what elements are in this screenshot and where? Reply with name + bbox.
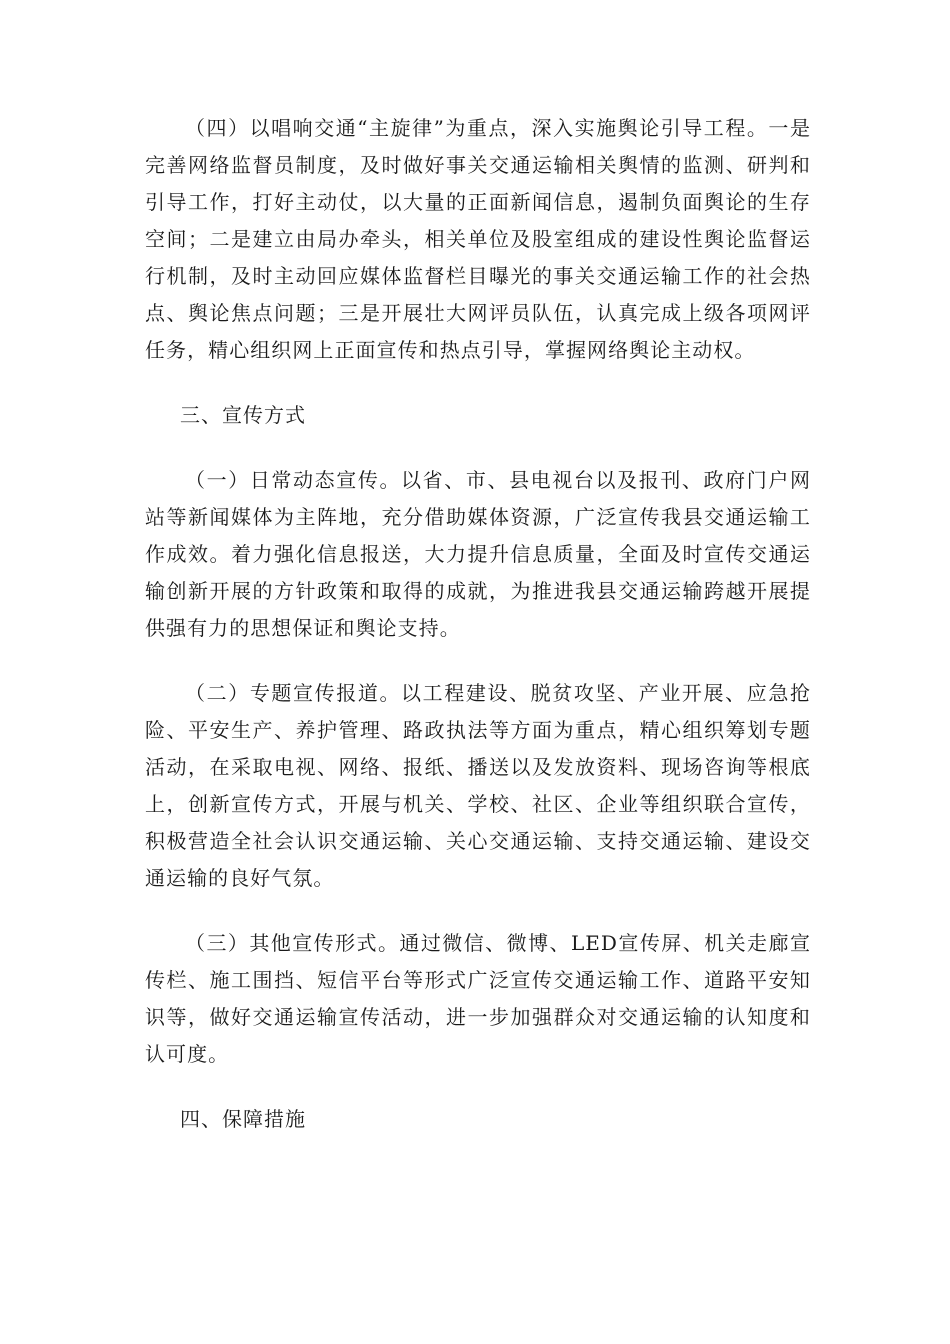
section-heading-publicity-methods: 三、宣传方式: [180, 403, 306, 427]
paragraph-daily-publicity: （一）日常动态宣传。以省、市、县电视台以及报刊、政府门户网站等新闻媒体为主阵地，充分借助媒体资源，广泛宣传我县交通运输工作成效。着力强化信息报送，大力提升信息质量，全面及时宣传交通运输创新开展的方针政策和取得的成就，为推进我县交通运输跨越开展提供强有力的思想保证和舆论支持。: [145, 468, 811, 640]
paragraph-special-reports: （二）专题宣传报道。以工程建设、脱贫攻坚、产业开展、应急抢险、平安生产、养护管理、路政执法等方面为重点，精心组织筹划专题活动，在采取电视、网络、报纸、播送以及发放资料、现场咨询等根底上，创新宣传方式，开展与机关、学校、社区、企业等组织联合宣传，积极营造全社会认识交通运输、关心交通运输、支持交通运输、建设交通运输的良好气氛。: [145, 681, 811, 890]
section-heading-safeguard-measures: 四、保障措施: [180, 1107, 306, 1131]
paragraph-other-forms: （三）其他宣传形式。通过微信、微博、LED宣传屏、机关走廊宣传栏、施工围挡、短信平台等形式广泛宣传交通运输工作、道路平安知识等，做好交通运输宣传活动，进一步加强群众对交通运输的认知度和认可度。: [145, 931, 811, 1066]
paragraph-public-opinion-guidance: （四）以唱响交通“主旋律”为重点，深入实施舆论引导工程。一是完善网络监督员制度，及时做好事关交通运输相关舆情的监测、研判和引导工作，打好主动仗，以大量的正面新闻信息，遏制负面舆论的生存空间；二是建立由局办牵头，相关单位及股室组成的建设性舆论监督运行机制，及时主动回应媒体监督栏目曝光的事关交通运输工作的社会热点、舆论焦点问题；三是开展壮大网评员队伍，认真完成上级各项网评任务，精心组织网上正面宣传和热点引导，掌握网络舆论主动权。: [145, 116, 811, 362]
document-page: [145, 110, 811, 1166]
